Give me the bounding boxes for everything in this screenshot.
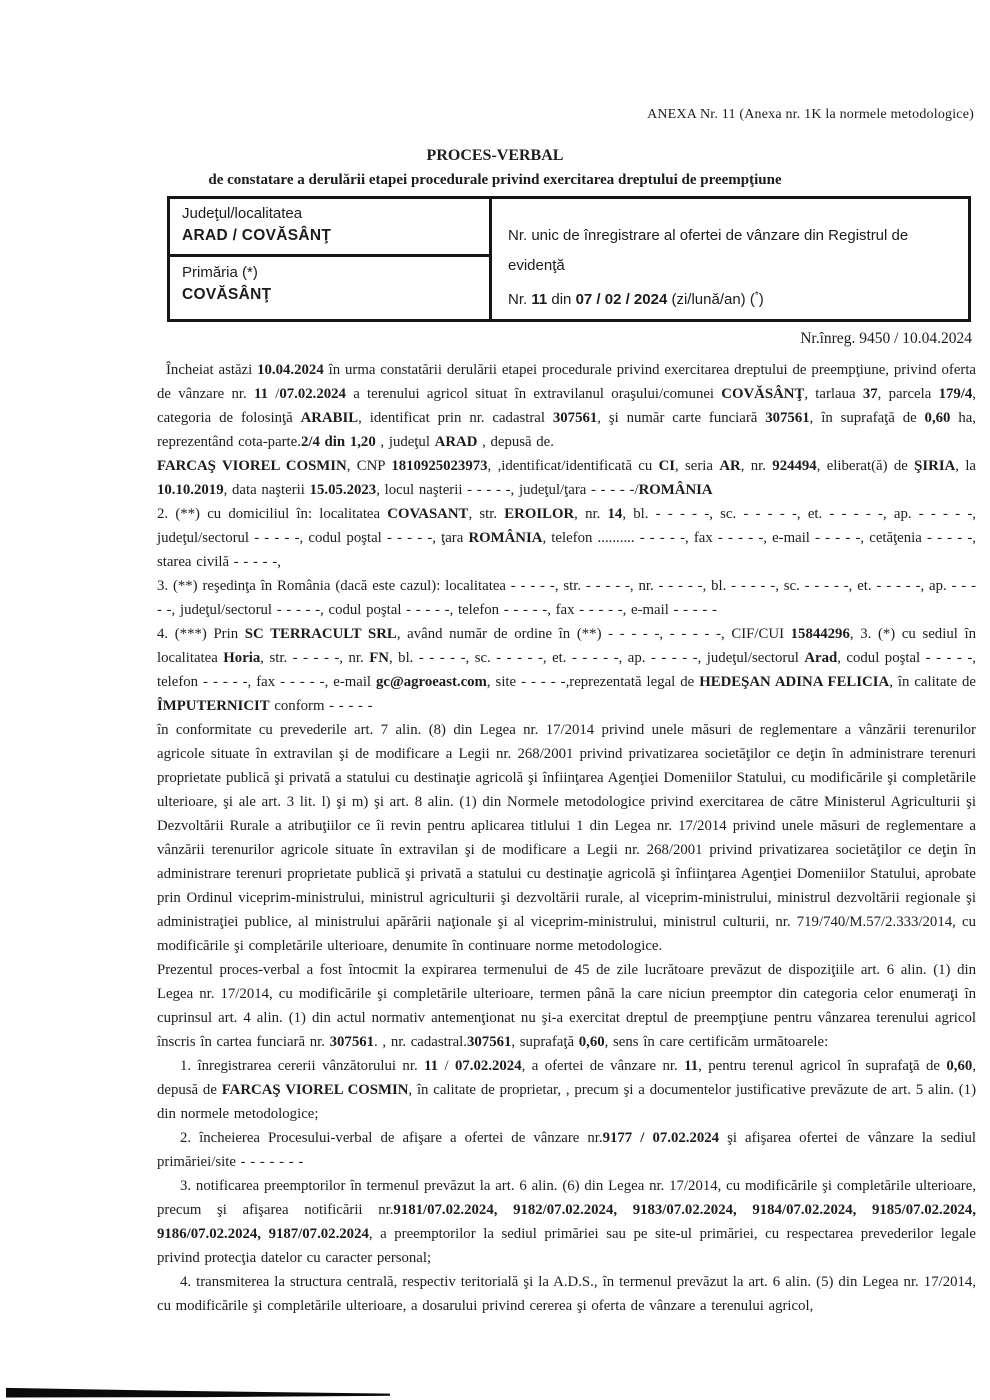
county-locality-label: Judeţul/localitatea [182, 205, 303, 222]
document-subtitle: de constatare a derulării etapei procedurale privind exercitarea dreptului de preempţiune [208, 172, 782, 188]
paragraph-legal-basis: în conformitate cu prevederile art. 7 alin. (8) din Legea nr. 17/2014 privind unele măsuri de reglementare a vânzării terenurilor agricole situate în extravilan şi de modificare a Legii nr. 268/2001 privind privatizarea societăţilor ce deţin în administrare terenuri proprietate publică şi privată a statului cu destinaţie agricolă şi înfiinţarea Agenţiei Domeniilor Statului, cu modificările şi completările ulterioare, şi ale art. 3 lit. l) şi m) şi art. 8 alin. (1) din Normele metodologice privind exercitarea de către Ministerul Agriculturii şi Dezvoltării Rurale a atribuţiilor ce îi revin pentru aplicarea titlului 1 din Legea nr. 17/2014 privind unele măsuri de reglementare a vânzării terenurilor agricole situate în extravilan şi de modificare a Legii nr. 268/2001 privind privatizarea societăţilor ce deţin în administrare terenuri proprietate publică şi privată a statului cu destinaţie agricolă şi înfiinţarea Agenţiei Domeniilor Statului, aprobate prin Ordinul viceprim-ministrului, ministrul agriculturii şi dezvoltării rurale, al viceprim-ministrului, ministrul dezvoltării regionale şi administraţiei publice, al ministrului apărării naţionale şi al viceprim-ministrului, ministrul culturii, nr. 719/740/M.57/2.333/2014, cu modificările şi completările ulterioare, denumite în continuare norme metodologice. [157, 722, 976, 954]
paragraph-seller-identity: FARCAŞ VIOREL COSMIN, CNP 1810925023973, ,identificat/identificată cu CI, seria AR, nr. 924494, eliberat(ă) de ŞIRIA, la 10.10.2019, data naşterii 15.05.2023, locul naşterii - - - - -, judeţul/ţara - - - - -/ROMÂNIA [157, 458, 976, 498]
paragraph-term-expiry: Prezentul proces-verbal a fost întocmit la expirarea termenului de 45 de zile lucrătoare prevăzut de dispoziţiile art. 6 alin. (1) din Legea nr. 17/2014, cu modificările şi completările ulterioare, termen până la care niciun preemptor din categoria celor enumeraţi în cuprinsul art. 4 alin. (1) din actul normativ antemenţionat nu şi-a exercitat dreptul de preempţiune pentru vânzarea terenului agricol înscris în cartea funciară nr. 307561. , nr. cadastral.307561, suprafaţă 0,60, sens în care certificăm următoarele: [157, 962, 976, 1050]
paragraph-item-4: 4. transmiterea la structura centrală, respectiv teritorială şi la A.D.S., în termenul prevăzut la art. 6 alin. (5) din Legea nr. 17/2014, cu modificările şi completările ulterioare, a dosarului privind cererea şi oferta de vânzare a terenului agricol, [157, 1274, 976, 1314]
paragraph-intro: Încheiat astăzi 10.04.2024 în urma constatării derulării etapei procedurale privind exercitarea dreptului de preempţiune, privind oferta de vânzare nr. 11 /07.02.2024 a terenului agricol situat în extravilanul oraşului/comunei COVĂSÂNŢ, tarlaua 37, parcela 179/4, categoria de folosinţă ARABIL, identificat prin nr. cadastral 307561, şi număr carte funciară 307561, în suprafaţă de 0,60 ha, reprezentând cota-parte.2/4 din 1,20 , judeţul ARAD , depusă de. [157, 362, 976, 450]
city-hall-label: Primăria (*) [182, 264, 258, 281]
document-title: PROCES-VERBAL [426, 147, 564, 164]
header-info-table [167, 196, 971, 322]
scan-edge-artifact [6, 1387, 390, 1398]
city-hall-cell [170, 257, 489, 319]
city-hall-value: COVĂSÂNŢ [182, 286, 272, 303]
registry-number-value: Nr. 11 din 07 / 02 / 2024 (zi/lună/an) (*) [508, 290, 764, 308]
registry-number-description: Nr. unic de înregistrare al ofertei de vânzare din Registrul de evidenţă [508, 227, 909, 274]
info-table-left-column [170, 199, 492, 319]
paragraph-item-2: 2. încheierea Procesului-verbal de afişare a ofertei de vânzare nr.9177 / 07.02.2024 şi afişarea ofertei de vânzare la sediul primăriei/site - - - - - - - [157, 1130, 976, 1170]
county-locality-value: ARAD / COVĂSÂNŢ [182, 227, 332, 244]
paragraph-residence: 3. (**) reşedinţa în România (dacă este cazul): localitatea - - - - -, str. - - - - -, nr. - - - - -, bl. - - - - -, sc. - - - - -, et. - - - - -, ap. - - - - -, judeţul/sectorul - - - - -, codul poştal - - - - -, telefon - - - - -, fax - - - - -, e-mail - - - - - [157, 578, 976, 618]
document-body [157, 358, 976, 1318]
paragraph-domicile: 2. (**) cu domiciliul în: localitatea COVASANT, str. EROILOR, nr. 14, bl. - - - - -, sc. - - - - -, et. - - - - -, ap. - - - - -, judeţul/sectorul - - - - -, codul poştal - - - - -, ţara ROMÂNIA, telefon .......... - - - - -, fax - - - - -, e-mail - - - - -, cetăţenia - - - - -, starea civilă - - - - -, [157, 506, 976, 570]
annex-note: ANEXA Nr. 11 (Anexa nr. 1K la normele metodologice) [647, 107, 974, 122]
registry-number-cell [492, 199, 968, 319]
paragraph-proxy-company: 4. (***) Prin SC TERRACULT SRL, având număr de ordine în (**) - - - - -, - - - - -, CIF/CUI 15844296, 3. (*) cu sediul în localitatea Horia, str. - - - - -, nr. FN, bl. - - - - -, sc. - - - - -, et. - - - - -, ap. - - - - -, judeţul/sectorul Arad, codul poştal - - - - -, telefon - - - - -, fax - - - - -, e-mail gc@agroeast.com, site - - - - -,reprezentată legal de HEDEŞAN ADINA FELICIA, în calitate de ÎMPUTERNICIT conform - - - - - [157, 626, 976, 714]
registration-number: Nr.înreg. 9450 / 10.04.2024 [800, 330, 972, 347]
county-locality-cell [170, 199, 489, 257]
paragraph-item-3: 3. notificarea preemptorilor în termenul prevăzut la art. 6 alin. (6) din Legea nr. 17/2014, cu modificările şi completările ulterioare, precum şi afişarea notificării nr.9181/07.02.2024, 9182/07.02.2024, 9183/07.02.2024, 9184/07.02.2024, 9185/07.02.2024, 9186/07.02.2024, 9187/07.02.2024, a preemptorilor la sediul primăriei sau pe site-ul primăriei, cu respectarea prevederilor legale privind protecţia datelor cu caracter personal; [157, 1178, 976, 1266]
paragraph-item-1: 1. înregistrarea cererii vânzătorului nr. 11 / 07.02.2024, a ofertei de vânzare nr. 11, pentru terenul agricol în suprafaţă de 0,60, depusă de FARCAŞ VIOREL COSMIN, în calitate de proprietar, , precum şi a documentelor justificative prevăzute de art. 5 alin. (1) din normele metodologice; [157, 1058, 977, 1122]
